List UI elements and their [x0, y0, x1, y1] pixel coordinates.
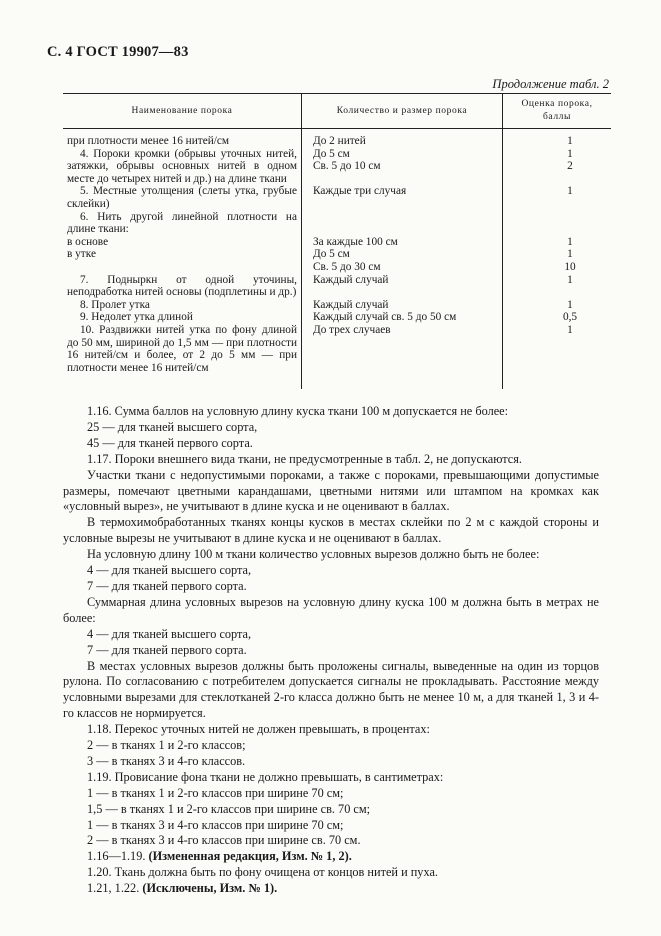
defect-score: 0,5 [562, 311, 578, 324]
body-paragraph: 4 — для тканей высшего сорта, [87, 563, 252, 578]
defect-quantity: Каждый случай [313, 273, 389, 286]
defect-score: 1 [567, 273, 573, 286]
defect-quantity: До 5 см Св. 5 до 10 см [313, 147, 381, 173]
table-row [63, 236, 611, 249]
body-text [63, 404, 599, 897]
body-paragraph: 2 — в тканях 1 и 2-го классов; [87, 738, 246, 753]
table-row [63, 185, 611, 210]
body-paragraph: В местах условных вырезов должны быть проложены сигналы, выведенные на один из торцов рулона. По согласованию с потребителем допускается сигналы не прокладывать. Расстояние между условными вырезами для стеклотканей 2-го класса должно быть не менее 10 м, а для тканей 1, 3 и 4-го классов не нормируется. [63, 658, 599, 721]
defect-quantity: Каждые три случая [313, 185, 407, 198]
defect-name: в основе [67, 235, 109, 248]
defect-score: 1 2 [567, 147, 573, 173]
defect-score: 1 [567, 298, 573, 311]
body-paragraph: В термохимобработанных тканях концы кусков в местах склейки по 2 м с каждой стороны и условные вырезы не учитывают в длине куска и не оценивают в баллах. [63, 515, 599, 546]
body-paragraph: 2 — в тканях 3 и 4-го классов при ширине св. 70 см. [87, 833, 361, 848]
defect-quantity: До 5 см Св. 5 до 30 см [313, 248, 381, 273]
defect-quantity: Каждый случай св. 5 до 50 см [313, 311, 457, 324]
column-header-name: Наименование порока [63, 94, 302, 129]
body-paragraph: 1.21, 1.22. (Исключены, Изм. № 1). [87, 881, 278, 896]
amendment-note: (Исключены, Изм. № 1). [142, 881, 278, 896]
defect-name: 9. Недолет утка длиной [80, 311, 193, 324]
body-paragraph: 1.18. Перекос уточных нитей не должен превышать, в процентах: [87, 722, 430, 737]
body-paragraph: 45 — для тканей первого сорта. [87, 435, 253, 450]
body-paragraph: 4 — для тканей высшего сорта, [87, 626, 252, 641]
defect-name: 5. Местные утолщения (слеты утка, грубые склейки) [67, 185, 297, 210]
body-paragraph: 1.16. Сумма баллов на условную длину куска ткани 100 м допускается не более: [87, 404, 509, 418]
defect-name: при плотности менее 16 нитей/см [67, 135, 230, 147]
amendment-note: (Измененная редакция, Изм. № 1, 2). [148, 849, 352, 864]
defect-score: 1 10 [564, 248, 576, 273]
table-row [63, 248, 611, 273]
defect-quantity: Каждый случай [313, 298, 389, 311]
table-row [63, 211, 611, 236]
column-header-score: Оценка порока, баллы [503, 94, 612, 129]
body-paragraph: 7 — для тканей первого сорта. [87, 578, 247, 593]
defect-name: в утке [67, 248, 96, 261]
table-row [63, 324, 611, 389]
table-row [63, 299, 611, 312]
body-paragraph: 1.16—1.19. (Измененная редакция, Изм. № 1, 2). [87, 849, 352, 864]
defect-quantity: За каждые 100 см [313, 235, 398, 248]
body-paragraph: 1 — в тканях 1 и 2-го классов при ширине 70 см; [87, 785, 344, 800]
body-paragraph: Участки ткани с недопустимыми пороками, а также с пороками, превышающими допустимые размеры, помечают цветными карандашами, цветными нитями или штампом на кромках как «условный вырез», не учитывают в длине куска и не оценивают в баллах. [63, 467, 599, 514]
defect-score: 1 [567, 323, 573, 336]
table-row [63, 129, 611, 148]
table-header-row [63, 94, 611, 129]
defect-score: 1 [567, 135, 573, 147]
body-paragraph: Суммарная длина условных вырезов на условную длину куска 100 м должна быть в метрах не более: [63, 594, 599, 625]
table-continuation-label: Продолжение табл. 2 [492, 77, 609, 91]
body-paragraph: На условную длину 100 м ткани количество условных вырезов должно быть не более: [87, 547, 540, 562]
table-body [63, 129, 611, 390]
body-paragraph: 7 — для тканей первого сорта. [87, 642, 247, 657]
defect-score: 1 [567, 185, 573, 198]
defect-score: 1 [567, 235, 573, 248]
defect-name: 8. Пролет утка [80, 298, 150, 311]
defect-quantity: До трех случаев [313, 323, 391, 336]
table-row [63, 311, 611, 324]
body-paragraph: 1.20. Ткань должна быть по фону очищена от концов нитей и пуха. [87, 865, 438, 880]
page-title: С. 4 ГОСТ 19907—83 [47, 44, 189, 60]
body-paragraph: 1,5 — в тканях 1 и 2-го классов при ширине св. 70 см; [87, 801, 371, 816]
defects-table [63, 93, 611, 389]
body-paragraph: 1 — в тканях 3 и 4-го классов при ширине 70 см; [87, 817, 344, 832]
body-paragraph: 25 — для тканей высшего сорта, [87, 419, 258, 434]
defect-name: 4. Пороки кромки (обрывы уточных нитей, затяжки, обрывы основных нитей в одном месте до четырех нитей и др.) на длине ткани [67, 147, 297, 185]
column-header-quantity: Количество и размер порока [302, 94, 503, 129]
defect-name: 7. Подныркн от одной уточины, неподработка нитей основы (подплетины и др.) [67, 273, 297, 299]
body-paragraph: 1.17. Пороки внешнего вида ткани, не предусмотренные в табл. 2, не допускаются. [87, 451, 522, 466]
defect-name: 6. Нить другой линейной плотности на длине ткани: [67, 210, 297, 236]
table-row [63, 148, 611, 186]
body-paragraph: 1.19. Провисание фона ткани не должно превышать, в сантиметрах: [87, 769, 444, 784]
body-paragraph: 3 — в тканях 3 и 4-го классов. [87, 753, 246, 768]
defect-name: 10. Раздвижки нитей утка по фону длиной до 50 мм, шириной до 1,5 мм — при плотности 16 нитей/см и более, от 2 до 5 мм — при плотности менее 16 нитей/см [67, 323, 297, 374]
defect-quantity: До 2 нитей [313, 135, 366, 147]
table-row [63, 274, 611, 299]
